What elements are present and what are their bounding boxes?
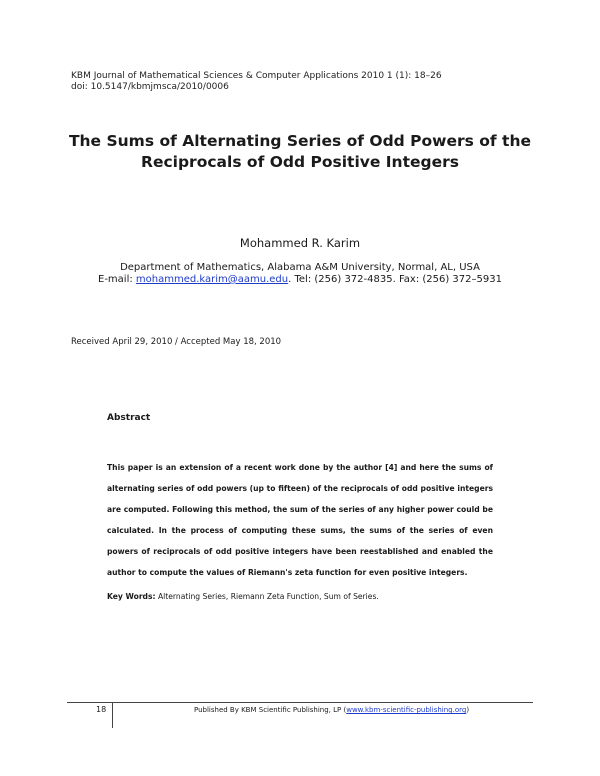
keywords-label: Key Words:	[107, 592, 156, 601]
email-link[interactable]: mohammed.karim@aamu.edu	[135, 274, 289, 285]
affiliation: Department of Mathematics, Alabama A&M University, Normal, AL, USA	[120, 262, 480, 273]
publisher-link[interactable]: www.kbm-scientific-publishing.org	[346, 706, 467, 714]
doi: doi: 10.5147/kbmjmsca/2010/0006	[71, 82, 229, 92]
footer-vertical-divider	[112, 702, 113, 728]
keywords-text: Alternating Series, Riemann Zeta Function, Sum of Series.	[155, 592, 379, 601]
paper-title	[40, 131, 560, 173]
phone-fax: . Tel: (256) 372-4835. Fax: (256) 372–5931	[288, 274, 502, 285]
journal-citation: KBM Journal of Mathematical Sciences & Computer Applications 2010 1 (1): 18–26	[71, 71, 442, 81]
publisher-prefix: Published By KBM Scientific Publishing, LP (	[194, 706, 347, 714]
title-line-2: Reciprocals of Odd Positive Integers	[141, 153, 459, 171]
abstract-heading: Abstract	[107, 413, 151, 423]
email-label: E-mail:	[98, 274, 136, 285]
abstract-body: This paper is an extension of a recent work done by the author [4] and here the sums of alternating series of odd powers (up to fifteen) of the reciprocals of odd positive integers are computed. Following this method, the sum of the series of any higher power could be calculated. In the process of computing these sums, the sums of the series of even powers of reciprocals of odd positive integers have been reestablished and enabled the author to compute the values of Riemann's zeta function for even positive integers.	[107, 463, 493, 577]
publisher-suffix: )	[466, 706, 470, 714]
page-number: 18	[96, 705, 107, 714]
title-line-1: The Sums of Alternating Series of Odd Powers of the	[68, 132, 532, 150]
keywords	[107, 592, 379, 601]
contact-line	[0, 274, 600, 286]
received-date: Received April 29, 2010 / Accepted May 18, 2010	[71, 337, 282, 347]
publisher-line	[194, 706, 469, 714]
author-name: Mohammed R. Karim	[239, 236, 361, 250]
footer-divider	[67, 702, 533, 703]
